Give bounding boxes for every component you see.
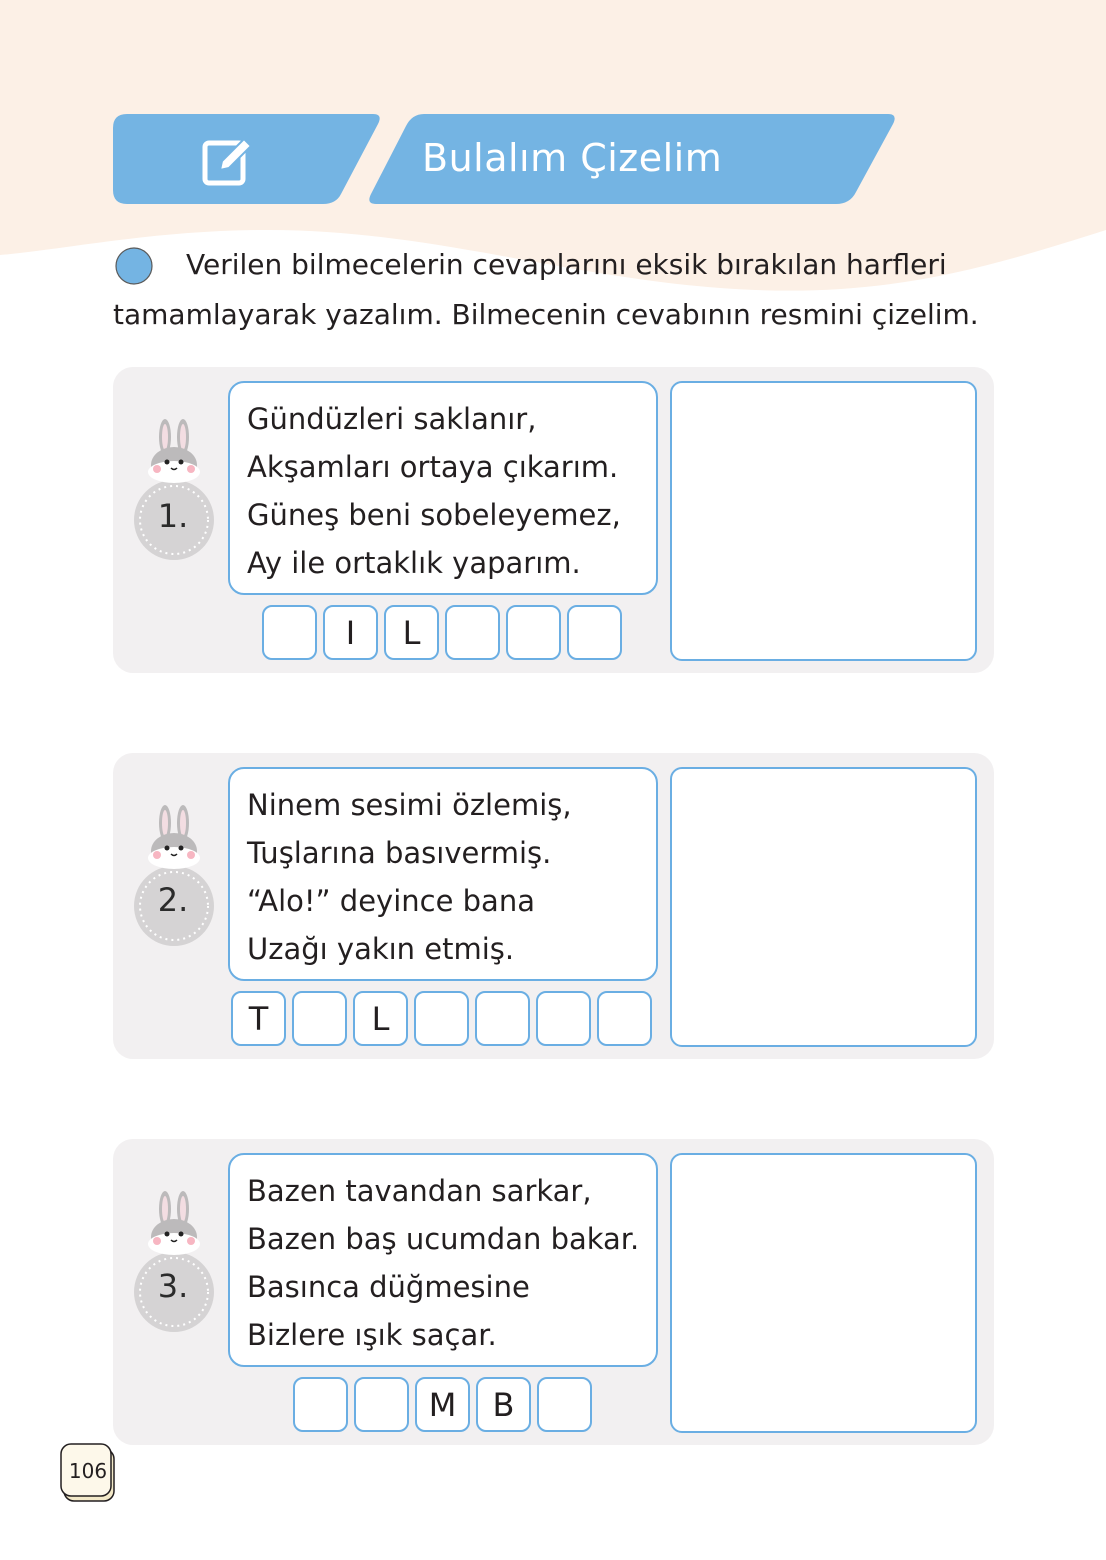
riddle-line: Bazen baş ucumdan bakar. [247,1222,640,1256]
instruction-line-2: tamamlayarak yazalım. Bilmecenin cevabının resmini çizelim. [113,298,979,331]
letter-box[interactable] [354,1377,409,1432]
letter-box[interactable] [567,605,622,660]
page-number: 106 [68,1459,108,1483]
letter-box[interactable]: L [384,605,439,660]
letter-box[interactable] [445,605,500,660]
answer-letter-boxes [231,991,652,1046]
riddle-line: Bizlere ışık saçar. [247,1318,497,1352]
riddle-text-box [228,381,658,595]
instruction-line-1: Verilen bilmecelerin cevaplarını eksik bırakılan harfleri [186,248,947,281]
letter-box[interactable]: L [353,991,408,1046]
riddle-line: Basınca düğmesine [247,1270,530,1304]
riddle-line: Ay ile ortaklık yaparım. [247,546,581,580]
riddle-card-3 [113,1139,994,1445]
bunny-number-badge [131,415,217,565]
letter-box[interactable] [597,991,652,1046]
riddle-line: “Alo!” deyince bana [247,884,535,918]
page-number-badge [60,1443,116,1503]
riddle-text-box [228,1153,658,1367]
letter-box[interactable] [537,1377,592,1432]
letter-box[interactable]: T [231,991,286,1046]
riddle-number: 1. [157,497,189,535]
drawing-area[interactable] [670,1153,977,1433]
riddle-text-box [228,767,658,981]
riddle-card-2 [113,753,994,1059]
riddle-line: Tuşlarına basıvermiş. [247,836,552,870]
riddle-line: Akşamları ortaya çıkarım. [247,450,619,484]
letter-box[interactable] [293,1377,348,1432]
letter-box[interactable] [292,991,347,1046]
letter-box[interactable] [536,991,591,1046]
riddle-line: Bazen tavandan sarkar, [247,1174,592,1208]
letter-box[interactable] [506,605,561,660]
riddle-number: 2. [157,881,189,919]
letter-box[interactable]: B [476,1377,531,1432]
riddle-line: Gündüzleri saklanır, [247,402,537,436]
riddle-number: 3. [157,1267,189,1305]
bullet-icon [114,246,154,286]
riddle-line: Uzağı yakın etmiş. [247,932,515,966]
drawing-area[interactable] [670,767,977,1047]
answer-letter-boxes [262,605,622,660]
bunny-number-badge [131,801,217,951]
letter-box[interactable]: I [323,605,378,660]
edit-icon [198,130,258,190]
answer-letter-boxes [293,1377,592,1432]
bunny-number-badge [131,1187,217,1337]
letter-box[interactable] [262,605,317,660]
letter-box[interactable] [475,991,530,1046]
riddle-line: Ninem sesimi özlemiş, [247,788,572,822]
letter-box[interactable]: M [415,1377,470,1432]
riddle-card-1 [113,367,994,673]
page-title: Bulalım Çizelim [422,136,723,180]
riddle-line: Güneş beni sobeleyemez, [247,498,621,532]
letter-box[interactable] [414,991,469,1046]
drawing-area[interactable] [670,381,977,661]
